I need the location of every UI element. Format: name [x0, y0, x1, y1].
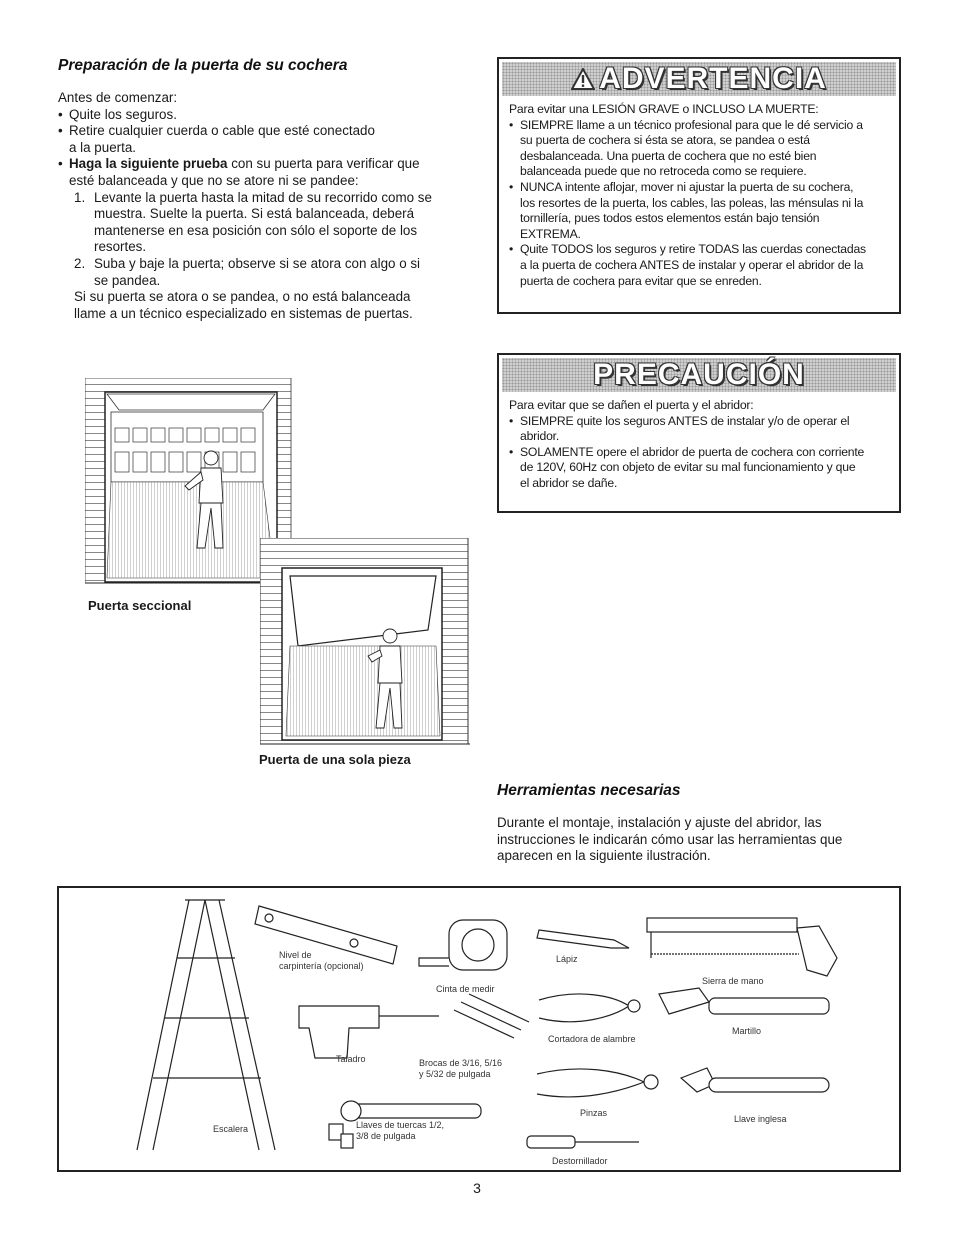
caution-bullet-1	[509, 414, 889, 445]
caution-bullet-2-line-1: • SOLAMENTE opere el abridor de puerta de cochera con corriente	[520, 444, 865, 459]
prep-bullet-3-line-1	[69, 156, 468, 173]
warning-title	[571, 62, 827, 96]
tools-heading: Herramientas necesarias	[497, 782, 681, 799]
warning-title-text: ADVERTENCIA	[599, 62, 827, 95]
prep-heading: Preparación de la puerta de su cochera	[58, 57, 348, 74]
prep-step-1-line-1: Levante la puerta hasta la mitad de su recorrido como se	[94, 189, 432, 205]
prep-intro: Antes de comenzar:	[58, 90, 178, 105]
prep-bullet-2	[58, 123, 468, 156]
level-label-line-1: Nivel de	[279, 950, 312, 960]
tools-intro-line-2: instrucciones le indicarán cómo usar las herramientas que	[497, 831, 843, 847]
caution-bullet-1-line-1: • SIEMPRE quite los seguros ANTES de instalar y/o de operar el	[520, 413, 850, 428]
page-number: 3	[473, 1180, 481, 1196]
prep-step-1-line-4: resortes.	[94, 239, 147, 255]
prep-bullet-1: • Quite los seguros.	[58, 107, 468, 124]
warning-bullet-1-line-3: desbalanceada. Una puerta de cochera que no esté bien	[520, 148, 817, 163]
hand-saw-icon	[647, 918, 837, 976]
tools-intro-line-3: aparecen en la siguiente ilustración.	[497, 848, 711, 864]
ladder-icon	[137, 900, 275, 1150]
drill-bits-icon	[454, 994, 529, 1038]
adjustable-wrench-icon	[681, 1068, 829, 1092]
warning-intro: Para evitar una LESIÓN GRAVE o INCLUSO LA MUERTE:	[509, 102, 819, 116]
warning-bullet-2-line-2: los resortes de la puerta, los cables, las poleas, las ménsulas ni la	[520, 195, 864, 210]
one-piece-caption: Puerta de una sola pieza	[259, 752, 411, 767]
warning-body	[499, 96, 899, 289]
caution-bullet-2	[509, 445, 889, 492]
pencil-icon	[537, 930, 629, 948]
prep-step-1	[58, 190, 468, 256]
warning-bullet-3-line-1: • Quite TODOS los seguros y retire TODAS las cuerdas conectadas	[520, 242, 866, 257]
one-piece-door-illustration	[260, 538, 470, 746]
bits-label-line-1: Brocas de 3/16, 5/16	[419, 1058, 503, 1068]
warning-bullet-3-line-3: puerta de cochera para evitar que se enreden.	[520, 273, 762, 288]
caution-bullet-2-line-3: el abridor se dañe.	[520, 475, 618, 490]
sockets-label	[356, 1120, 444, 1142]
prep-bullet-3	[58, 156, 468, 189]
drill-icon	[299, 1006, 439, 1058]
drill-label: Taladro	[336, 1054, 366, 1064]
prep-body	[58, 90, 468, 322]
prep-step-1-line-3: mantenerse en esa posición con sólo el soporte de los	[94, 222, 418, 238]
tools-drawing	[59, 888, 899, 1170]
pliers-icon	[537, 1069, 658, 1097]
warning-bullet-1-line-4: balanceada puede que no retroceda como se requiere.	[520, 164, 807, 179]
pencil-label: Lápiz	[556, 954, 578, 964]
caution-bullet-2-line-2: de 120V, 60Hz con objeto de evitar su mal funcionamiento y que	[520, 460, 856, 475]
prep-bullet-3-bold: Haga la siguiente prueba	[69, 156, 228, 172]
warning-box	[497, 57, 901, 314]
tools-illustration-box	[57, 886, 901, 1172]
caution-intro: Para evitar que se dañen el puerta y el abridor:	[509, 398, 754, 412]
warning-bullet-1	[509, 118, 889, 180]
prep-step-1-number: 1.	[74, 189, 86, 205]
saw-label: Sierra de mano	[702, 976, 764, 986]
prep-step-2-number: 2.	[74, 255, 86, 271]
warning-bullet-1-line-1: • SIEMPRE llame a un técnico profesional para que le dé servicio a	[520, 117, 863, 132]
wire-cutters-icon	[539, 994, 640, 1022]
prep-step-1-line-2: muestra. Suelte la puerta. Si está balanceada, deberá	[94, 206, 415, 222]
tools-intro	[497, 815, 897, 865]
warning-bullet-1-line-2: su puerta de cochera si ésta se atora, se pandea o está	[520, 133, 810, 148]
sockets-label-line-2: 3/8 de pulgada	[356, 1131, 416, 1141]
caution-title: PRECAUCIÓN	[593, 358, 805, 391]
screwdriver-icon	[527, 1136, 639, 1148]
bits-label-line-2: y 5/32 de pulgada	[419, 1069, 491, 1079]
ladder-label: Escalera	[213, 1124, 249, 1134]
bits-label	[419, 1058, 502, 1080]
caution-header	[502, 358, 896, 392]
hammer-icon	[659, 988, 829, 1014]
prep-bullet-3-rest: con su puerta para verificar que	[227, 156, 420, 172]
prep-bullet-2-line-2: a la puerta.	[69, 139, 136, 155]
warning-bullet-3-line-2: a la puerta de cochera ANTES de instalar y operar el abridor de la	[520, 257, 864, 272]
wrench-label: Llave inglesa	[734, 1114, 787, 1124]
caution-box	[497, 353, 901, 513]
prep-closing-line-1: Si su puerta se atora o se pandea, o no está balanceada	[74, 289, 411, 305]
warning-bullet-2-line-3: tornillería, pues todos estos elementos están bajo tensión	[520, 211, 820, 226]
cutters-label: Cortadora de alambre	[548, 1034, 636, 1044]
level-label-line-2: carpintería (opcional)	[279, 961, 364, 971]
sectional-caption: Puerta seccional	[88, 598, 192, 613]
warning-bullet-2-line-4: EXTREMA.	[520, 226, 581, 241]
tools-intro-line-1: Durante el montaje, instalación y ajuste del abridor, las	[497, 815, 822, 830]
warning-bullet-2-line-1: • NUNCA intente aflojar, mover ni ajustar la puerta de su cochera,	[520, 179, 854, 194]
prep-bullet-2-line-1: • Retire cualquier cuerda o cable que esté conectado	[69, 123, 375, 139]
prep-step-2-line-2: se pandea.	[94, 272, 161, 288]
caution-bullet-1-line-2: abridor.	[520, 429, 560, 444]
screwdriver-label: Destornillador	[552, 1156, 608, 1166]
pliers-label: Pinzas	[580, 1108, 608, 1118]
warning-header	[502, 62, 896, 96]
prep-step-2	[58, 256, 468, 289]
prep-step-2-line-1: Suba y baje la puerta; observe si se atora con algo o si	[94, 255, 421, 271]
prep-bullet-3-line-2: esté balanceada y que no se atore ni se pandee:	[69, 172, 359, 188]
tape-label: Cinta de medir	[436, 984, 495, 994]
caution-body	[499, 392, 899, 492]
sockets-label-line-1: Llaves de tuercas 1/2,	[356, 1120, 445, 1130]
tape-measure-icon	[419, 920, 507, 970]
warning-bullet-2	[509, 180, 889, 242]
warning-bullet-3	[509, 242, 889, 289]
prep-closing	[58, 289, 468, 322]
prep-closing-line-2: llame a un técnico especializado en sistemas de puertas.	[74, 305, 413, 321]
level-label	[279, 950, 364, 972]
hammer-label: Martillo	[732, 1026, 762, 1036]
warning-triangle-icon	[571, 68, 595, 90]
